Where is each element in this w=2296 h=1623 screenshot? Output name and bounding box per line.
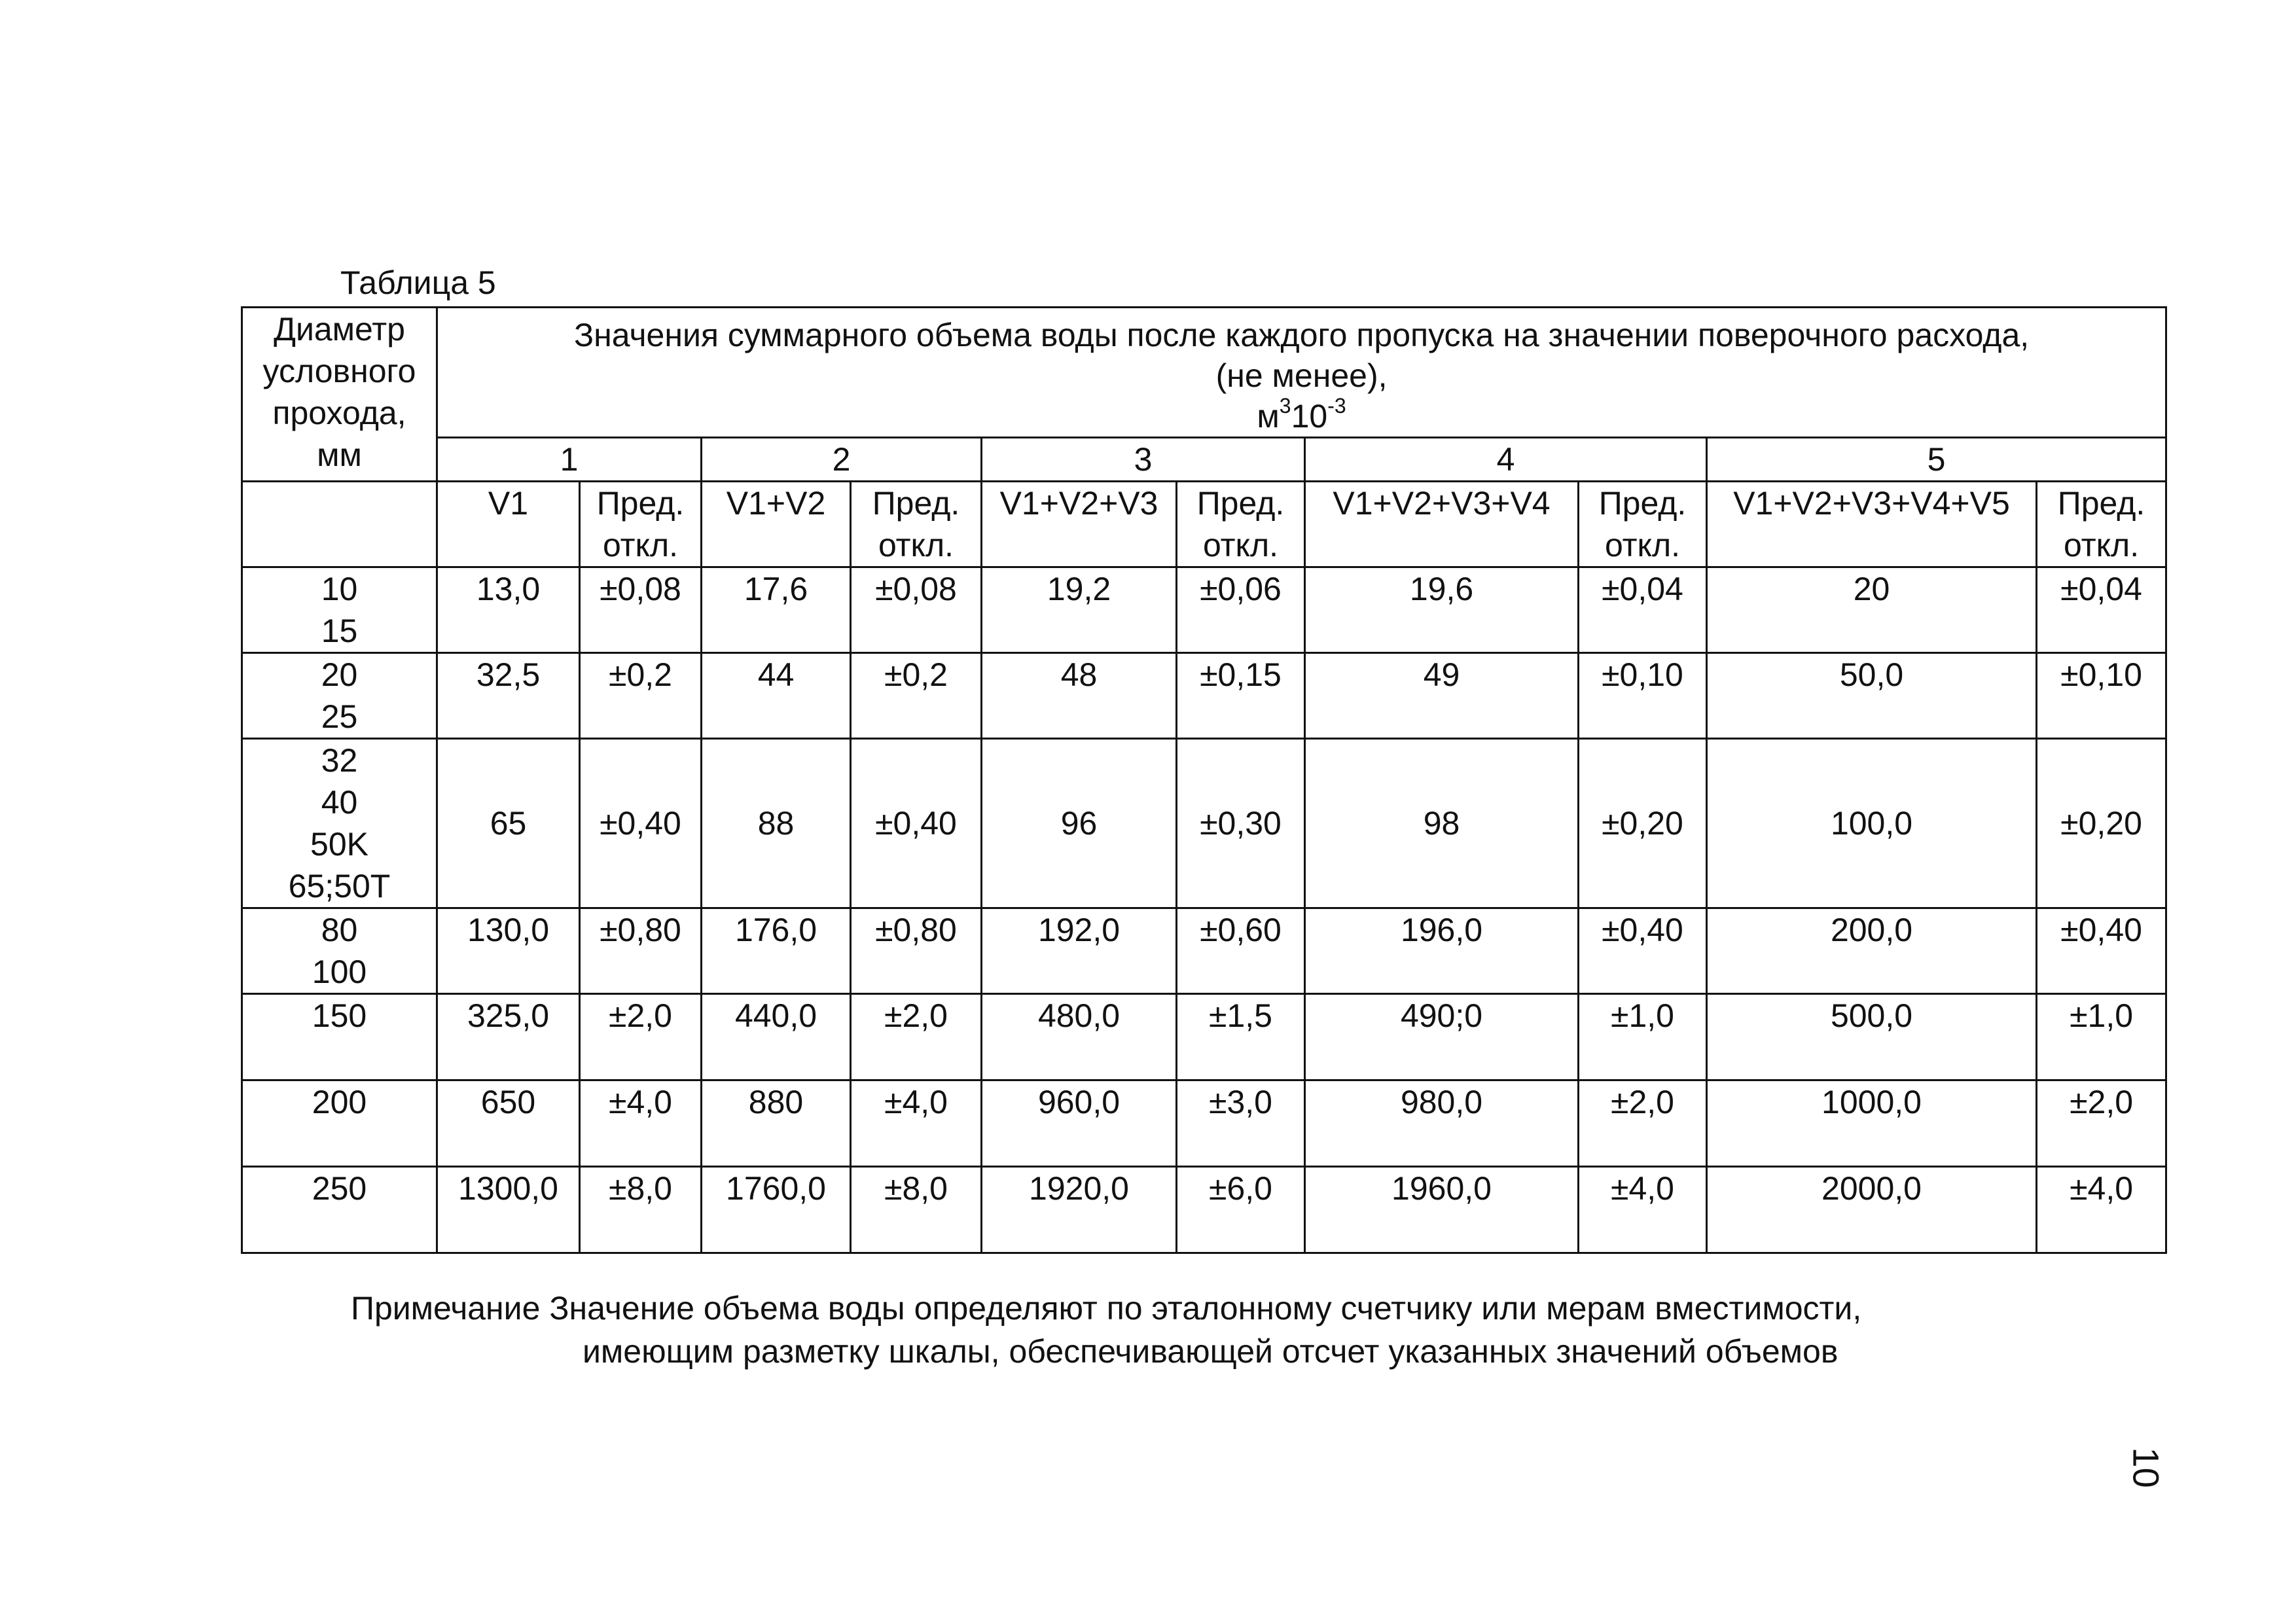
tolerance-label-line: откл. [602,527,679,563]
diameter-cell [242,653,437,739]
volume-cell: 176,0 [702,908,851,994]
tolerance-cell: ±1,5 [1177,994,1305,1080]
diameter-value: 50K [310,826,368,863]
volume-cell: 50,0 [1707,653,2037,739]
tolerance-label-line: Пред. [1196,485,1285,522]
diameter-cell [242,908,437,994]
sub-header-value: V1+V2+V3 [982,482,1177,567]
diameter-value: 250 [312,1170,367,1207]
volume-cell: 490;0 [1305,994,1579,1080]
sub-header-value: V1+V2+V3+V4 [1305,482,1579,567]
diameter-value: 15 [321,613,358,649]
volume-cell: 98 [1305,739,1579,908]
note-line-2: имеющим разметку шкалы, обеспечивающей отсчет указанных значений объемов [583,1333,1839,1370]
diameter-value: 40 [321,784,358,821]
volume-cell: 100,0 [1707,739,2037,908]
table-row [242,1167,2166,1253]
tolerance-cell: ±0,40 [580,739,702,908]
diameter-header-line: мм [317,437,362,473]
tolerance-cell: ±0,08 [580,567,702,653]
table-caption: Таблица 5 [340,264,496,301]
diameter-value: 25 [321,698,358,735]
tolerance-cell: ±3,0 [1177,1080,1305,1167]
tolerance-label-line: Пред. [596,485,685,522]
tolerance-cell: ±0,40 [1579,908,1707,994]
values-header [437,308,2166,438]
diameter-value: 32 [321,742,358,779]
values-header-line: (не менее), [1215,357,1388,394]
table-row [242,653,2166,739]
sub-header-value: V1 [437,482,580,567]
tolerance-cell: ±2,0 [580,994,702,1080]
table-note [351,1287,1861,1373]
volume-cell: 192,0 [982,908,1177,994]
note-line-1: Значение объема воды определяют по эталонному счетчику или мерам вместимости, [549,1290,1862,1327]
tolerance-cell: ±0,30 [1177,739,1305,908]
tolerance-cell: ±0,80 [580,908,702,994]
diameter-cell [242,739,437,908]
volume-cell: 20 [1707,567,2037,653]
tolerance-cell: ±0,40 [851,739,982,908]
tolerance-cell: ±8,0 [580,1167,702,1253]
volume-table [241,306,2167,1254]
diameter-header-line: Диаметр [274,311,405,348]
volume-cell: 44 [702,653,851,739]
volume-cell: 480,0 [982,994,1177,1080]
volume-cell: 49 [1305,653,1579,739]
diameter-value: 80 [321,912,358,948]
diameter-header-line: условного [262,353,416,389]
tolerance-cell: ±0,10 [1579,653,1707,739]
tolerance-cell: ±0,2 [851,653,982,739]
unit-sup2: -3 [1327,394,1346,418]
sub-header-tolerance [580,482,702,567]
diameter-header-line: прохода, [272,395,406,431]
tolerance-cell: ±0,04 [1579,567,1707,653]
tolerance-cell: ±0,20 [1579,739,1707,908]
tolerance-cell: ±0,40 [2037,908,2166,994]
tolerance-cell: ±2,0 [851,994,982,1080]
diameter-value: 100 [312,954,367,990]
unit-label [438,396,2165,437]
volume-cell: 32,5 [437,653,580,739]
unit-prefix: м [1257,398,1280,435]
pass-number: 3 [982,438,1305,482]
sub-header-value: V1+V2 [702,482,851,567]
diameter-cell [242,567,437,653]
tolerance-cell: ±4,0 [2037,1167,2166,1253]
sub-header-tolerance [1177,482,1305,567]
volume-cell: 440,0 [702,994,851,1080]
sub-header-tolerance [2037,482,2166,567]
volume-cell: 980,0 [1305,1080,1579,1167]
volume-cell: 200,0 [1707,908,2037,994]
diameter-value: 10 [321,571,358,607]
volume-cell: 2000,0 [1707,1167,2037,1253]
volume-cell: 1760,0 [702,1167,851,1253]
tolerance-cell: ±8,0 [851,1167,982,1253]
empty-header-cell [242,482,437,567]
table-row [242,994,2166,1080]
tolerance-label-line: откл. [878,527,954,563]
diameter-value: 20 [321,656,358,693]
values-header-line: Значения суммарного объема воды после каждого пропуска на значении поверочного расхода, [573,317,2030,353]
table-row [242,1080,2166,1167]
volume-cell: 17,6 [702,567,851,653]
sub-header-tolerance [851,482,982,567]
volume-cell: 196,0 [1305,908,1579,994]
diameter-cell [242,994,437,1080]
note-label: Примечание [351,1290,541,1327]
tolerance-label-line: откл. [1604,527,1681,563]
volume-cell: 130,0 [437,908,580,994]
tolerance-cell: ±2,0 [2037,1080,2166,1167]
volume-cell: 13,0 [437,567,580,653]
volume-cell: 960,0 [982,1080,1177,1167]
tolerance-cell: ±0,15 [1177,653,1305,739]
volume-cell: 1920,0 [982,1167,1177,1253]
volume-cell: 48 [982,653,1177,739]
table-row [242,908,2166,994]
diameter-header [242,308,437,482]
tolerance-cell: ±4,0 [1579,1167,1707,1253]
tolerance-cell: ±0,80 [851,908,982,994]
tolerance-cell: ±4,0 [580,1080,702,1167]
diameter-cell [242,1167,437,1253]
sub-header-value: V1+V2+V3+V4+V5 [1707,482,2037,567]
tolerance-cell: ±4,0 [851,1080,982,1167]
page-number: 10 [2125,1447,2167,1488]
tolerance-cell: ±1,0 [1579,994,1707,1080]
unit-mid: 10 [1291,398,1328,435]
volume-cell: 880 [702,1080,851,1167]
tolerance-cell: ±0,20 [2037,739,2166,908]
unit-sup1: 3 [1279,394,1291,418]
tolerance-cell: ±0,08 [851,567,982,653]
volume-cell: 65 [437,739,580,908]
volume-cell: 88 [702,739,851,908]
diameter-value: 200 [312,1084,367,1120]
tolerance-label-line: Пред. [2057,485,2145,522]
volume-cell: 19,2 [982,567,1177,653]
tolerance-label-line: Пред. [872,485,960,522]
volume-cell: 19,6 [1305,567,1579,653]
diameter-cell [242,1080,437,1167]
tolerance-cell: ±1,0 [2037,994,2166,1080]
volume-cell: 500,0 [1707,994,2037,1080]
tolerance-label-line: Пред. [1598,485,1687,522]
tolerance-cell: ±2,0 [1579,1080,1707,1167]
volume-cell: 1960,0 [1305,1167,1579,1253]
volume-cell: 1300,0 [437,1167,580,1253]
volume-cell: 650 [437,1080,580,1167]
tolerance-cell: ±6,0 [1177,1167,1305,1253]
pass-number: 1 [437,438,702,482]
sub-header-tolerance [1579,482,1707,567]
diameter-value: 150 [312,997,367,1034]
pass-number: 4 [1305,438,1707,482]
tolerance-label-line: откл. [2063,527,2140,563]
volume-cell: 325,0 [437,994,580,1080]
tolerance-cell: ±0,60 [1177,908,1305,994]
tolerance-cell: ±0,06 [1177,567,1305,653]
diameter-value: 65;50T [288,868,391,904]
tolerance-cell: ±0,10 [2037,653,2166,739]
tolerance-label-line: откл. [1202,527,1279,563]
tolerance-cell: ±0,2 [580,653,702,739]
pass-number: 5 [1707,438,2166,482]
table-row [242,567,2166,653]
volume-cell: 1000,0 [1707,1080,2037,1167]
volume-cell: 96 [982,739,1177,908]
table-row [242,739,2166,908]
pass-number: 2 [702,438,982,482]
tolerance-cell: ±0,04 [2037,567,2166,653]
